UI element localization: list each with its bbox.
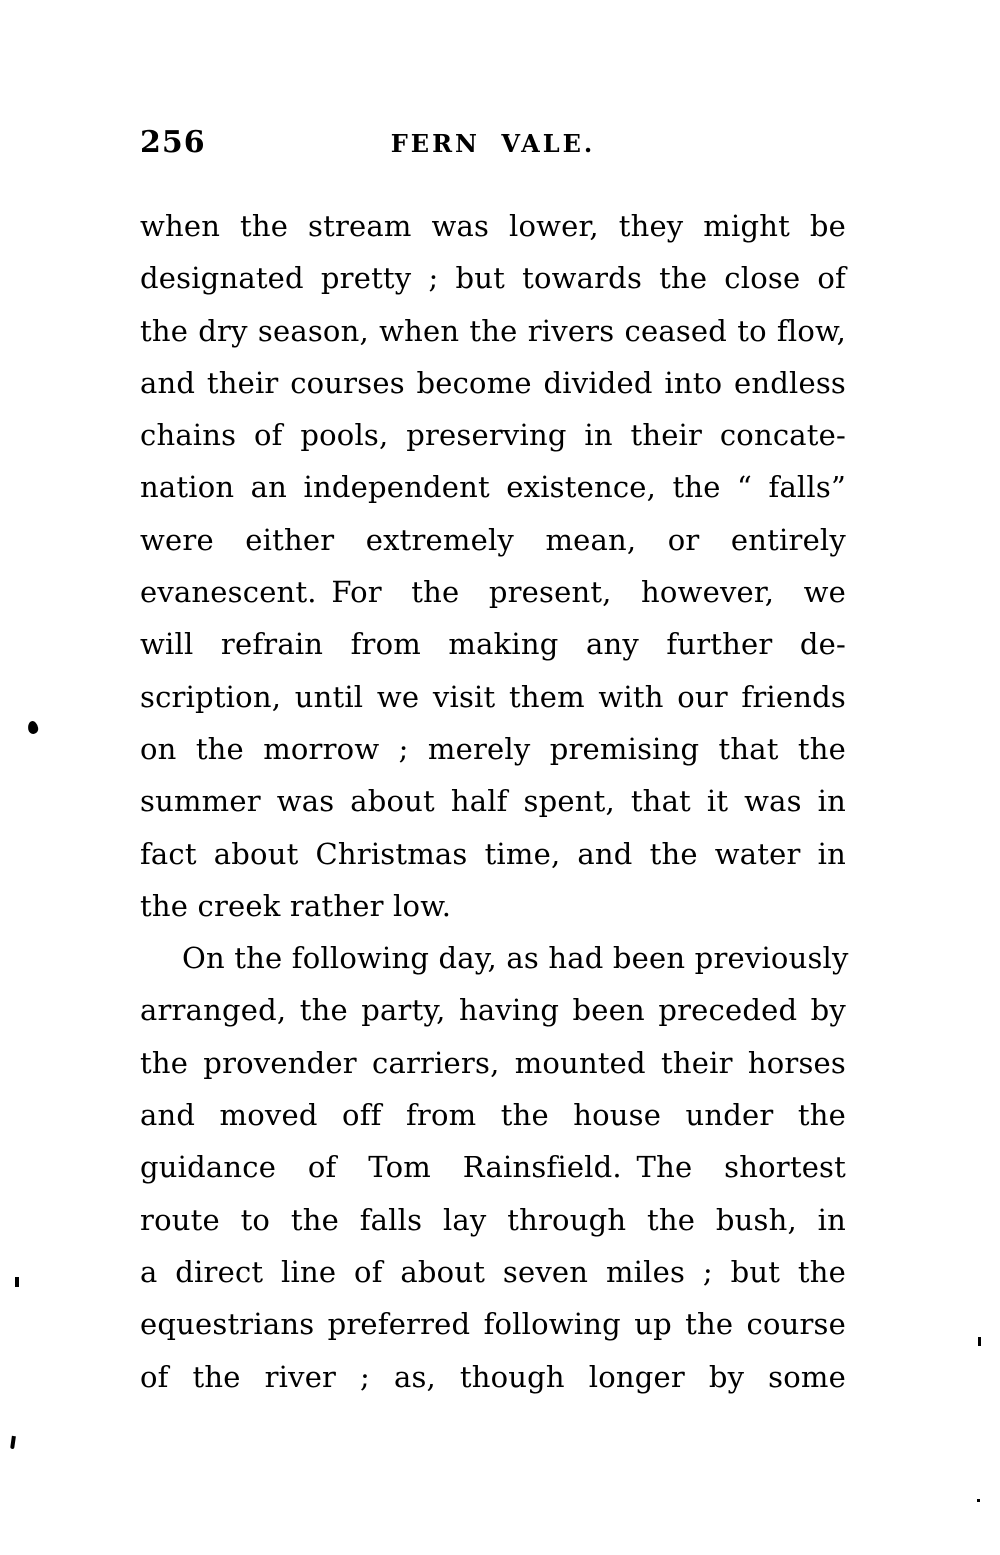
page-header: [140, 122, 846, 158]
text-line: summer was about half spent, that it was in: [140, 784, 846, 819]
scan-speck: [978, 1337, 981, 1346]
body-text: [140, 200, 849, 1403]
page-number: 256: [140, 125, 206, 160]
text-line: route to the falls lay through the bush, in: [140, 1202, 846, 1237]
scan-speck: [977, 1499, 980, 1502]
scan-speck: [27, 720, 39, 735]
text-line: and moved off from the house under the: [140, 1098, 846, 1133]
text-line: evanescent. For the present, however, we: [140, 575, 846, 610]
text-line: the creek rather low.: [140, 888, 452, 923]
text-line: when the stream was lower, they might be: [140, 209, 846, 243]
text-line: scription, until we visit them with our friends: [140, 679, 846, 714]
text-line: a direct line of about seven miles ; but the: [140, 1254, 846, 1289]
text-line: fact about Christmas time, and the water in: [140, 836, 846, 871]
text-line: on the morrow ; merely premising that the: [140, 731, 846, 766]
text-line: chains of pools, preserving in their concate-: [140, 418, 846, 453]
text-line: were either extremely mean, or entirely: [140, 522, 846, 557]
scan-speck: [15, 1277, 19, 1287]
text-line: nation an independent existence, the “ falls”: [140, 470, 846, 505]
text-line: the dry season, when the rivers ceased to flow,: [140, 313, 846, 348]
text-line: On the following day, as had been previously: [182, 941, 849, 976]
text-line: equestrians preferred following up the course: [140, 1307, 846, 1342]
text-line: the provender carriers, mounted their horses: [140, 1045, 846, 1080]
running-title: FERN VALE.: [390, 129, 596, 158]
scan-speck: [10, 1436, 16, 1449]
text-line: of the river ; as, though longer by some: [140, 1359, 846, 1394]
text-line: designated pretty ; but towards the close of: [140, 261, 846, 296]
text-line: and their courses become divided into endless: [140, 365, 846, 400]
text-line: will refrain from making any further de-: [140, 627, 846, 662]
text-line: arranged, the party, having been preceded by: [140, 993, 846, 1028]
text-line: guidance of Tom Rainsfield. The shortest: [140, 1150, 846, 1185]
